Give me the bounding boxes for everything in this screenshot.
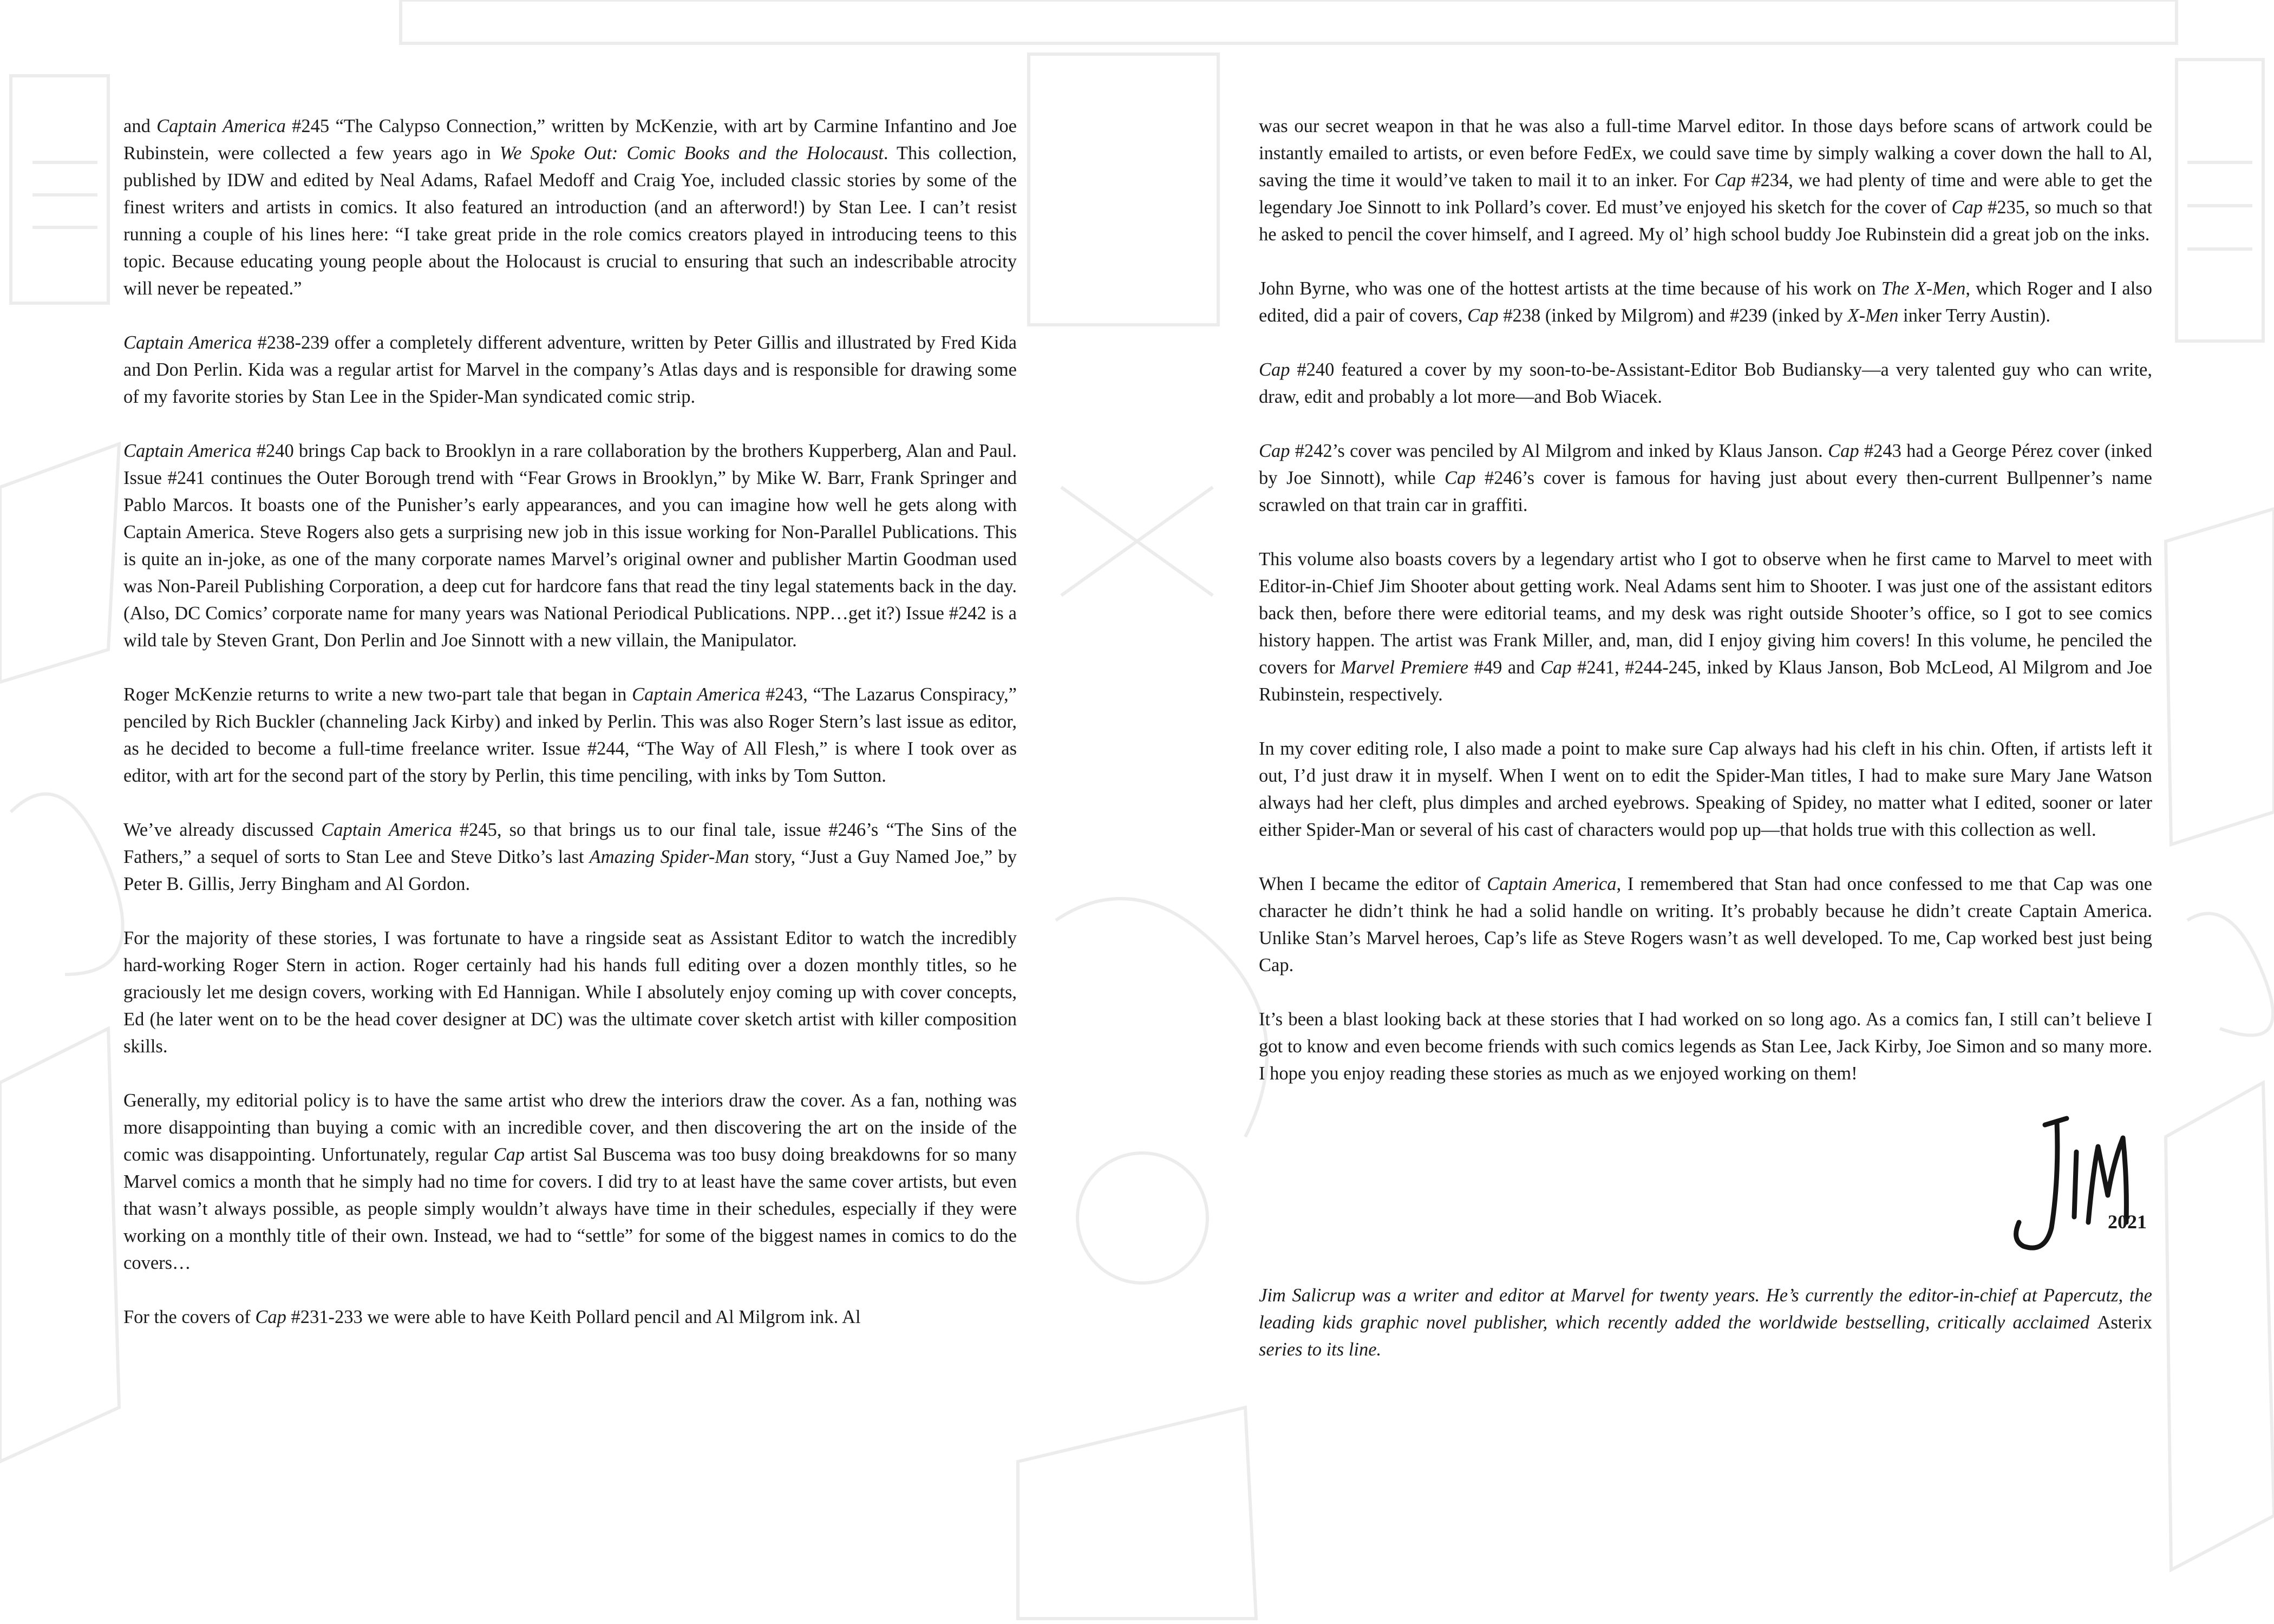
text-run: #235, so much so that he asked to pencil the cover himself, and I agreed. My ol’ high school buddy Joe Rubinstein did a great job on the inks.	[1259, 197, 2152, 245]
text-run: #49 and	[1468, 657, 1541, 678]
left-paragraph-5	[123, 816, 1017, 898]
left-paragraph-2	[123, 329, 1017, 410]
italic-title-text: Cap	[1259, 441, 1290, 461]
italic-title-text: series to its line.	[1259, 1339, 1382, 1360]
text-run: story, “Just a Guy Named Joe,” by Peter B. Gillis, Jerry Bingham and Al Gordon.	[123, 847, 1017, 894]
right-paragraph-4	[1259, 437, 2152, 519]
italic-title-text: Cap	[1828, 441, 1859, 461]
text-run: It’s been a blast looking back at these stories that I had worked on so long ago. As a comics fan, I still can’t believe I got to know and even become friends with such comics legends as Stan Lee, Jack Kirby, Joe Simon and so many more. I hope you enjoy reading these stories as much as we enjoyed working on them!	[1259, 1009, 2152, 1084]
italic-title-text: Captain America	[1487, 874, 1617, 894]
text-run: #242’s cover was penciled by Al Milgrom and inked by Klaus Janson.	[1290, 441, 1828, 461]
italic-title-text: Cap	[1714, 170, 1746, 191]
text-run: #245 “The Calypso Connection,” written by McKenzie, with art by Carmine Infantino and Joe Rubinstein, were collected a few years ago in	[123, 116, 1017, 163]
text-run: #238-239 offer a completely different adventure, written by Peter Gillis and illustrated by Fred Kida and Don Perlin. Kida was a regular artist for Marvel in the company’s Atlas days and is responsible for drawing some of my favorite stories by Stan Lee in the Spider-Man syndicated comic strip.	[123, 332, 1017, 407]
signature-block	[1259, 1114, 2152, 1266]
signature-jim	[2007, 1114, 2148, 1260]
text-run: #231-233 we were able to have Keith Pollard pencil and Al Milgrom ink. Al	[286, 1307, 861, 1327]
italic-title-text: Jim Salicrup was a writer and editor at Marvel for twenty years. He’s currently the editor-in-chief at Papercutz, the leading kids graphic novel publisher, which recently added the worldwide bestselling, critically acclaimed	[1259, 1285, 2152, 1333]
text-run: This volume also boasts covers by a legendary artist who I got to observe when he first came to Marvel to meet with Editor-in-Chief Jim Shooter about getting work. Neal Adams sent him to Shooter. I was just one of the assistant editors back then, before there were editorial teams, and my desk was right outside Shooter’s office, so I got to see comics history happen. The artist was Frank Miller, and, man, did I enjoy giving him covers! In this volume, he penciled the covers for	[1259, 549, 2152, 678]
text-run: , which Roger and I also edited, did a pair of covers,	[1259, 278, 2152, 326]
left-paragraph-3	[123, 437, 1017, 654]
right-paragraph-8	[1259, 1006, 2152, 1087]
italic-title-text: Captain America	[123, 441, 252, 461]
text-run: For the majority of these stories, I was fortunate to have a ringside seat as Assistant Editor to watch the incredibly hard-working Roger Stern in action. Roger certainly had his hands full editing over a dozen monthly titles, so he graciously let me design covers, working with Ed Hannigan. While I absolutely enjoy coming up with cover concepts, Ed (he later went on to be the head cover designer at DC) was the ultimate cover sketch artist with killer composition skills.	[123, 928, 1017, 1057]
text-run: #245, so that brings us to our final tale, issue #246’s “The Sins of the Fathers,” a sequel of sorts to Stan Lee and Steve Ditko’s last	[123, 820, 1017, 867]
text-run: Generally, my editorial policy is to have the same artist who drew the interiors draw the cover. As a fan, nothing was more disappointing than buying a comic with an incredible cover, and then discovering the art on the inside of the comic was disappointing. Unfortunately, regular	[123, 1090, 1017, 1165]
right-paragraph-7	[1259, 870, 2152, 979]
left-paragraph-6	[123, 925, 1017, 1060]
italic-title-text: Cap	[493, 1144, 525, 1165]
text-run: . This collection, published by IDW and edited by Neal Adams, Rafael Medoff and Craig Yoe, included classic stories by some of the finest writers and artists in comics. It also featured an introduction (and an afterword!) by Stan Lee. I can’t resist running a couple of his lines here: “I take great pride in the role comics creators played in introducing teens to this topic. Because educating young people about the Holocaust is crucial to ensuring that such an indescribable atrocity will never be repeated.”	[123, 143, 1017, 299]
left-paragraph-7	[123, 1087, 1017, 1276]
text-run: Roger McKenzie returns to write a new two-part tale that began in	[123, 684, 632, 705]
text-run: #240 brings Cap back to Brooklyn in a rare collaboration by the brothers Kupperberg, Alan and Paul. Issue #241 continues the Outer Borough trend with “Fear Grows in Brooklyn,” by Mike W. Barr, Frank Springer and Pablo Marcos. It boasts one of the Punisher’s early appearances, and you can imagine how well he gets along with Captain America. Steve Rogers also gets a surprising new job in this issue working for Non-Parallel Publications. This is quite an in-joke, as one of the many corporate names Marvel’s original owner and publisher Martin Goodman used was Non-Pareil Publishing Corporation, a deep cut for hardcore fans that read the tiny legal statements back in the day. (Also, DC Comics’ corporate name for many years was National Periodical Publications. NPP…get it?) Issue #242 is a wild tale by Steven Grant, Don Perlin and Joe Sinnott with a new villain, the Manipulator.	[123, 441, 1017, 651]
italic-title-text: Captain America	[632, 684, 761, 705]
italic-title-text: Captain America	[156, 116, 286, 136]
right-paragraph-3	[1259, 356, 2152, 410]
text-run: artist Sal Buscema was too busy doing breakdowns for so many Marvel comics a month that he simply had no time for covers. I did try to at least have the same cover artists, but even that wasn’t always possible, as people simply wouldn’t always have time in their schedules, especially if they were working on a monthly title of their own. Instead, we had to “settle” for some of the biggest names in comics to do the covers…	[123, 1144, 1017, 1273]
italic-title-text: Cap	[255, 1307, 286, 1327]
italic-title-text: Amazing Spider-Man	[589, 847, 749, 867]
text-run: For the covers of	[123, 1307, 256, 1327]
italic-title-text: Cap	[1540, 657, 1572, 678]
text-run: #241, #244-245, inked by Klaus Janson, Bob McLeod, Al Milgrom and Joe Rubinstein, respectively.	[1259, 657, 2152, 705]
text-run: #243, “The Lazarus Conspiracy,” penciled by Rich Buckler (channeling Jack Kirby) and inked by Perlin. This was also Roger Stern’s last issue as editor, as he decided to become a full-time freelance writer. Issue #244, “The Way of All Flesh,” is where I took over as editor, with art for the second part of the story by Perlin, this time penciling, with inks by Tom Sutton.	[123, 684, 1017, 786]
italic-title-text: We Spoke Out: Comic Books and the Holocaust	[499, 143, 884, 163]
text-run: #240 featured a cover by my soon-to-be-Assistant-Editor Bob Budiansky—a very talented guy who can write, draw, edit and probably a lot more—and Bob Wiacek.	[1259, 359, 2152, 407]
italic-title-text: Cap	[1259, 359, 1290, 380]
italic-title-text: Marvel Premiere	[1341, 657, 1469, 678]
italic-title-text: Captain America	[321, 820, 452, 840]
text-run: and	[123, 116, 157, 136]
right-paragraph-6	[1259, 735, 2152, 843]
italic-title-text: Captain America	[123, 332, 252, 353]
left-page	[123, 113, 1017, 1358]
italic-title-text: X-Men	[1847, 305, 1899, 326]
text-run: , I remembered that Stan had once confessed to me that Cap was one character he didn’t think he had a solid handle on writing. It’s probably because he didn’t create Captain America. Unlike Stan’s Marvel heroes, Cap’s life as Steve Rogers wasn’t as well developed. To me, Cap worked best just being Cap.	[1259, 874, 2152, 975]
text-run: #243 had a George Pérez cover (inked by Joe Sinnott), while	[1259, 441, 2152, 488]
text-run: In my cover editing role, I also made a point to make sure Cap always had his cleft in his chin. Often, if artists left it out, I’d just draw it in myself. When I went on to edit the Spider-Man titles, I had to make sure Mary Jane Watson always had her cleft, plus dimples and arched eyebrows. Speaking of Spidey, no matter what I edited, sooner or later either Spider-Man or several of his cast of characters would pop up—that holds true with this collection as well.	[1259, 738, 2152, 840]
left-paragraph-1	[123, 113, 1017, 302]
italic-title-text: Cap	[1445, 468, 1476, 488]
right-paragraph-1	[1259, 113, 2152, 248]
italic-title-text: Cap	[1951, 197, 1983, 218]
text-run: We’ve already discussed	[123, 820, 322, 840]
left-paragraph-4	[123, 681, 1017, 789]
right-paragraph-2	[1259, 275, 2152, 329]
italic-title-text: Cap	[1467, 305, 1499, 326]
right-paragraph-5	[1259, 546, 2152, 708]
signature-year: 2021	[2108, 1211, 2147, 1233]
text-run: inker Terry Austin).	[1898, 305, 2050, 326]
right-page	[1259, 113, 2152, 1363]
text-run: #246’s cover is famous for having just about every then-current Bullpenner’s name scrawled on that train car in graffiti.	[1259, 468, 2152, 515]
text-run: #238 (inked by Milgrom) and #239 (inked by	[1498, 305, 1848, 326]
italic-title-text: The X-Men	[1881, 278, 1966, 299]
text-run: When I became the editor of	[1259, 874, 1487, 894]
author-bio	[1259, 1282, 2152, 1363]
text-run: Asterix	[2097, 1312, 2152, 1333]
left-paragraph-8	[123, 1304, 1017, 1331]
text-run: John Byrne, who was one of the hottest artists at the time because of his work on	[1259, 278, 1881, 299]
text-run: #234, we had plenty of time and were able to get the legendary Joe Sinnott to ink Pollard’s cover. Ed must’ve enjoyed his sketch for the cover of	[1259, 170, 2153, 218]
right-page-paragraphs	[1259, 113, 2152, 1087]
text-run: was our secret weapon in that he was also a full-time Marvel editor. In those days before scans of artwork could be instantly emailed to artists, or even before FedEx, we could save time by simply walking a cover down the hall to Al, saving the time it would’ve taken to mail it to an inker. For	[1259, 116, 2152, 191]
